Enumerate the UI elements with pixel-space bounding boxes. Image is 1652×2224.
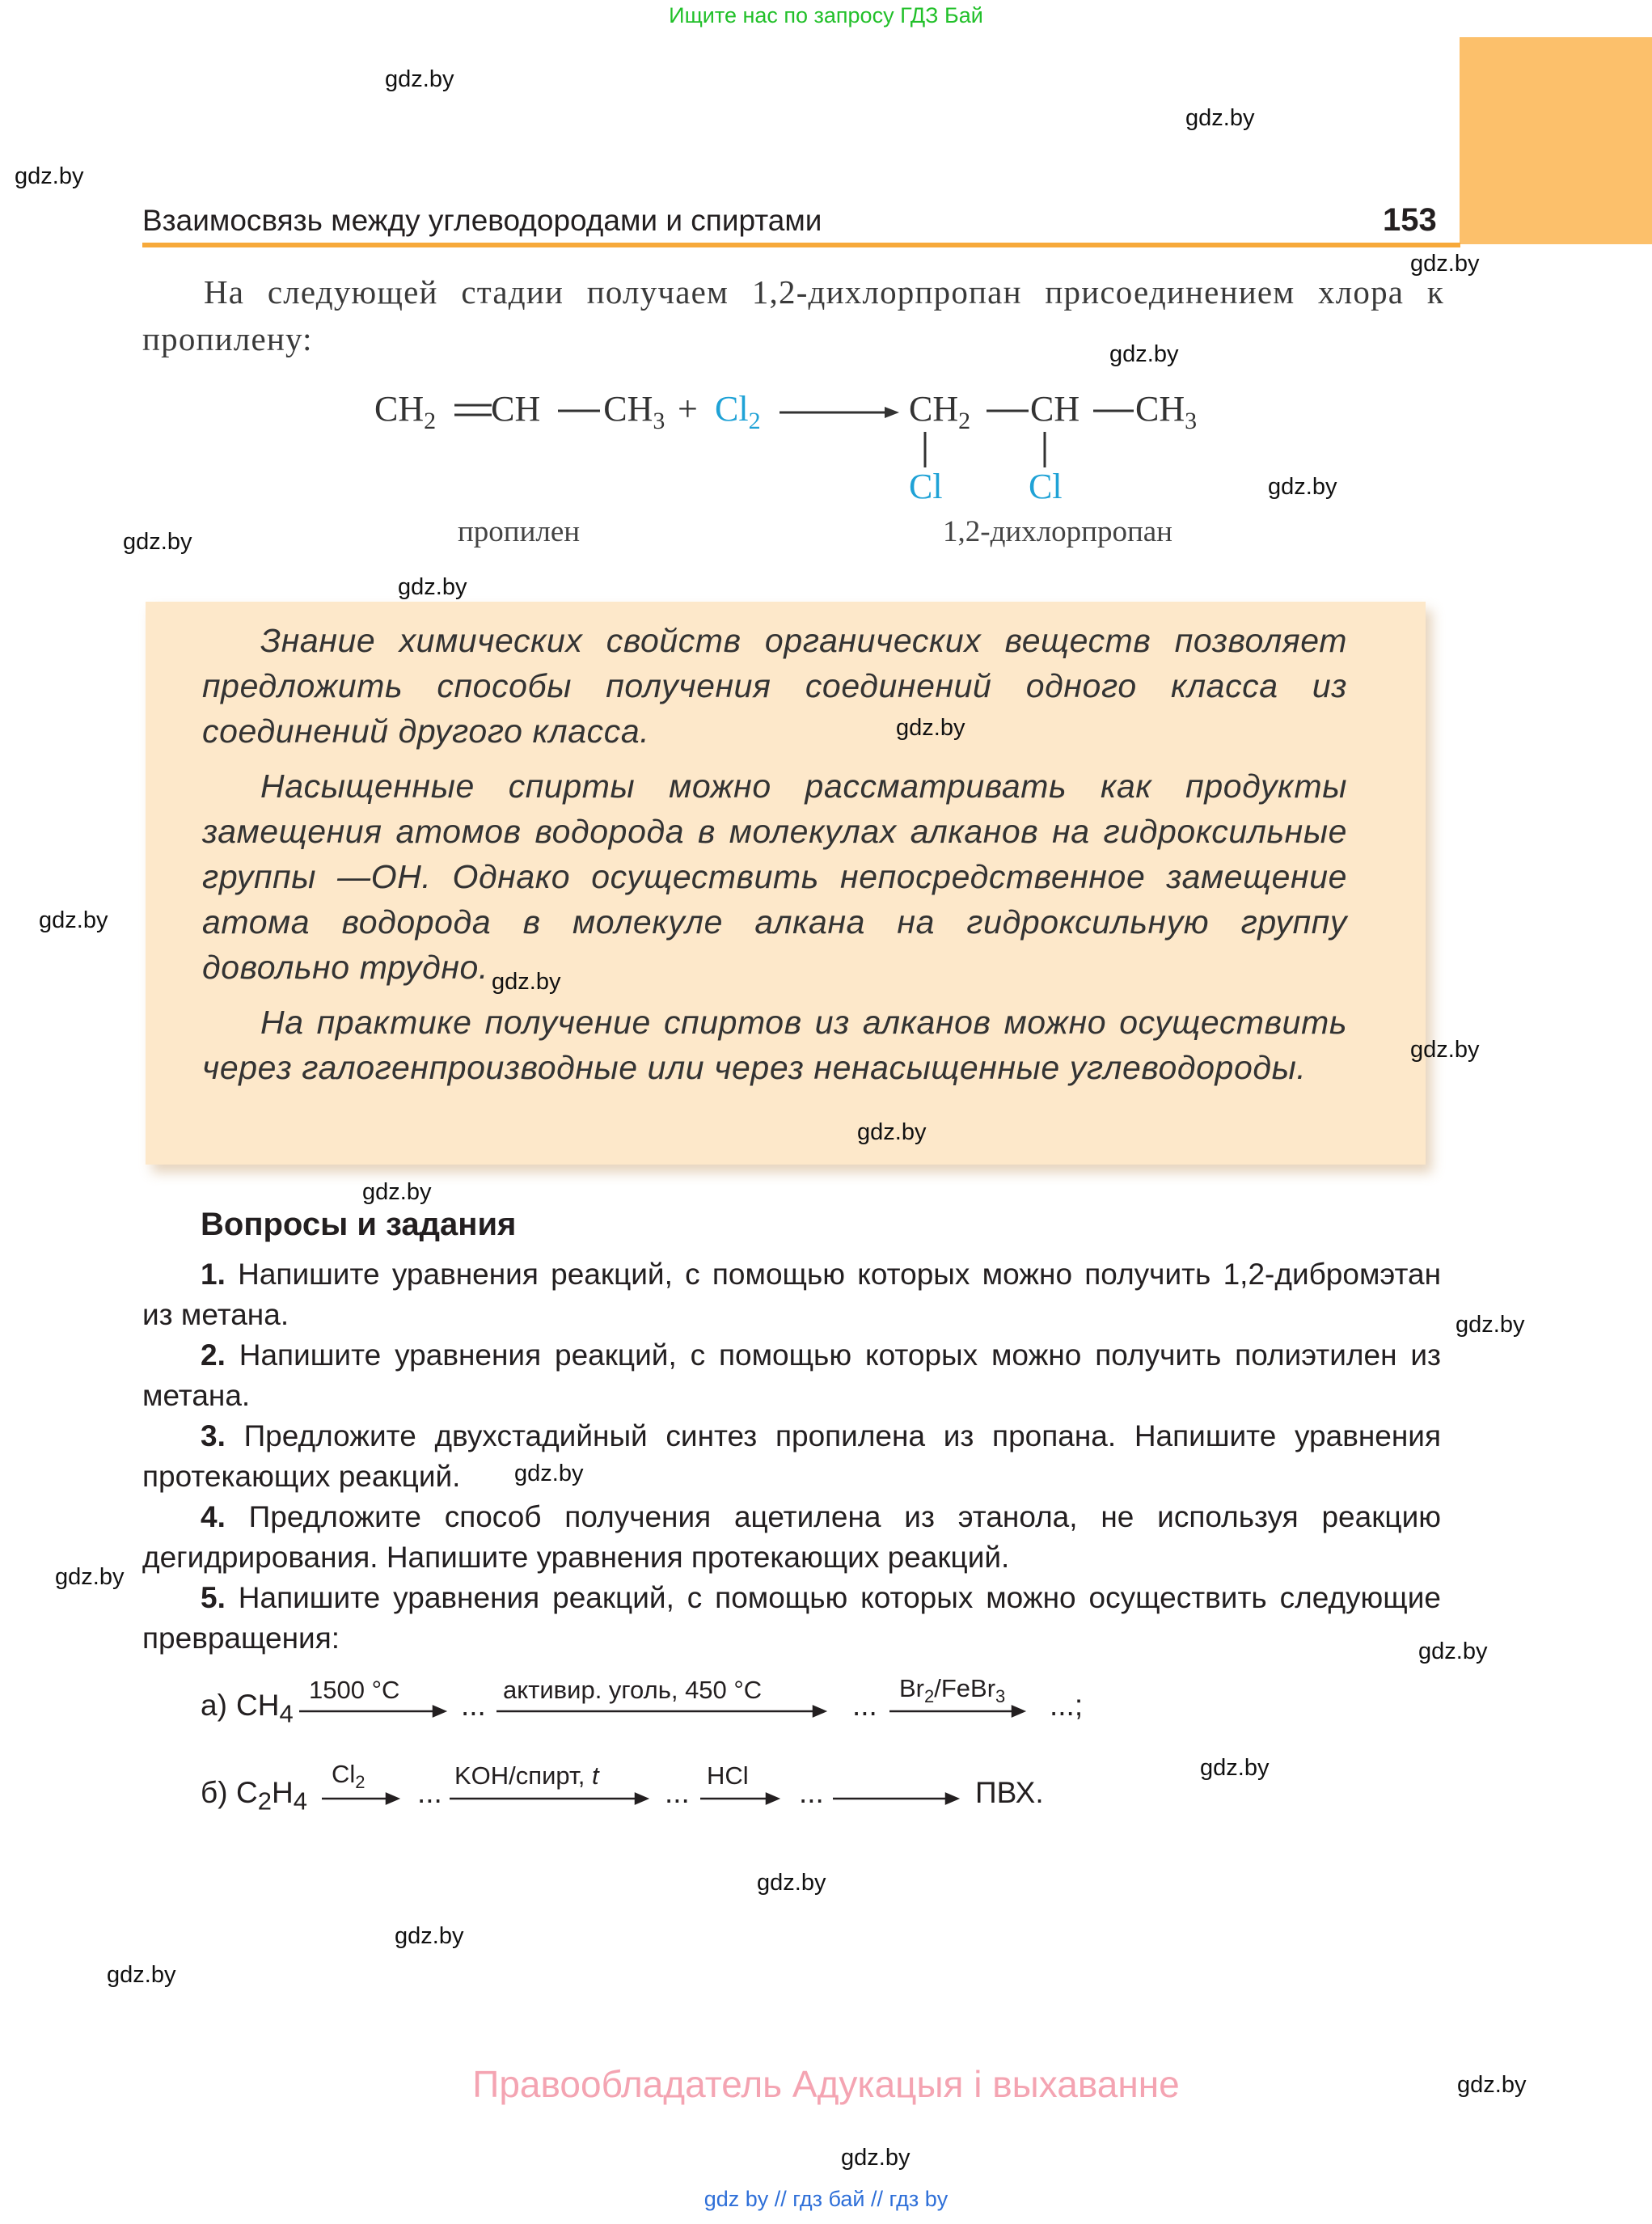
product-cl-2: Cl xyxy=(1029,467,1063,506)
watermark: gdz.by xyxy=(39,907,108,933)
reactant-formula: $CH_2$ CH $CH_3$ xyxy=(374,389,665,434)
watermark: gdz.by xyxy=(896,715,965,741)
scheme-a-arrowhead1 xyxy=(433,1706,445,1716)
label-propylene: пропилен xyxy=(458,515,581,548)
scheme-a-arrowhead2 xyxy=(813,1706,825,1716)
scheme-a-start: $CH_4$ xyxy=(236,1689,294,1728)
scheme-b-arrow2-label: KOH/спирт, t xyxy=(454,1761,599,1790)
top-banner-link[interactable]: Ищите нас по запросу ГДЗ Бай xyxy=(669,3,983,27)
watermark: gdz.by xyxy=(55,1564,125,1590)
watermark: gdz.by xyxy=(1109,341,1179,367)
intro-paragraph: На следующей стадии получаем 1,2-дихлорпропан присоединением хлора к пропилену: xyxy=(142,273,1444,357)
scheme-a-dots2: ... xyxy=(852,1689,877,1722)
watermark: gdz.by xyxy=(757,1870,826,1896)
watermark: gdz.by xyxy=(385,66,454,92)
scheme-b-dots1: ... xyxy=(417,1776,442,1809)
scheme-b-arrowhead4 xyxy=(946,1794,957,1803)
watermark: gdz.by xyxy=(1457,2072,1527,2098)
question-3: 3. Предложите двухстадийный синтез пропилена из пропана. Напишите уравнения протекающих реакций. xyxy=(142,1419,1442,1493)
scheme-b-label: б) xyxy=(201,1776,228,1809)
watermark: gdz.by xyxy=(1410,1037,1480,1063)
watermark: gdz.by xyxy=(492,969,561,995)
question-1: 1. Напишите уравнения реакций, с помощью которых можно получить 1,2-дибромэтан из метана. xyxy=(142,1258,1441,1331)
scheme-a-dots1: ... xyxy=(461,1689,486,1722)
note-paragraph-1: Знание химических свойств органических веществ позволяет предложить способы получения соединений одного класса из соединений другого класса. xyxy=(202,622,1347,750)
product-ch: CH xyxy=(1030,389,1080,429)
product-cl-1: Cl xyxy=(909,467,943,506)
scheme-b-arrow3-label: HCl xyxy=(707,1761,749,1790)
plus-sign: + xyxy=(678,389,698,429)
watermark: gdz.by xyxy=(841,2145,911,2171)
scheme-b-arrowhead3 xyxy=(767,1794,778,1803)
product-ch2: $CH_2$ xyxy=(909,389,971,434)
watermark: gdz.by xyxy=(1418,1638,1488,1664)
bottom-links[interactable]: gdz by // гдз бай // гдз by xyxy=(703,2187,949,2211)
watermark: gdz.by xyxy=(1456,1312,1525,1338)
question-4: 4. Предложите способ получения ацетилена из этанола, не используя реакцию дегидрирования. Напишите уравнения протекающих реакций. xyxy=(142,1500,1441,1574)
questions-title: Вопросы и задания xyxy=(201,1207,517,1242)
watermark: gdz.by xyxy=(123,529,192,555)
watermark: gdz.by xyxy=(395,1923,464,1949)
chlorine-reagent: $Cl_2$ xyxy=(715,389,761,434)
scheme-b-arrowhead1 xyxy=(387,1794,398,1803)
label-dichloropropane: 1,2-дихлорпропан xyxy=(943,515,1172,548)
watermark: gdz.by xyxy=(15,163,84,189)
scheme-a-label: а) xyxy=(201,1689,227,1722)
question-5: 5. Напишите уравнения реакций, с помощью которых можно осуществить следующие превращения: xyxy=(142,1581,1441,1655)
watermark: gdz.by xyxy=(1410,251,1480,277)
question-2: 2. Напишите уравнения реакций, с помощью которых можно получить полиэтилен из метана. xyxy=(142,1338,1442,1412)
scheme-a-end: ...; xyxy=(1050,1689,1084,1722)
note-paragraph-2: Насыщенные спирты можно рассматривать как продукты замещения атомов водорода в молекулах алканов на гидроксильные группы —OH. Однако осуществить непосредственное замещение атома водорода в молекуле алкана на гидроксильную группу довольно трудно. xyxy=(202,767,1347,986)
watermark: gdz.by xyxy=(362,1179,432,1205)
page-header-title: Взаимосвязь между углеводородами и спиртами xyxy=(142,204,822,237)
watermark: gdz.by xyxy=(1200,1755,1270,1781)
scheme-a-arrow2-label: активир. уголь, 450 °C xyxy=(503,1676,763,1704)
scheme-b-dots2: ... xyxy=(665,1776,690,1809)
watermark: gdz.by xyxy=(1268,474,1337,500)
scheme-b-arrowhead2 xyxy=(636,1794,647,1803)
scheme-a-arrowhead3 xyxy=(1012,1706,1024,1716)
watermark: gdz.by xyxy=(1185,105,1255,131)
watermark: gdz.by xyxy=(857,1119,927,1145)
scheme-b-end: ПВХ. xyxy=(975,1776,1044,1809)
watermark: gdz.by xyxy=(514,1461,584,1486)
scheme-a-arrow1-label: 1500 °C xyxy=(309,1676,400,1704)
product-ch3: $CH_3$ xyxy=(1135,389,1198,434)
note-paragraph-3: На практике получение спиртов из алканов можно осуществить через галогенпроизводные или через ненасыщенные углеводороды. xyxy=(202,1004,1347,1086)
scheme-a-arrow3-label: $Br_2/FeBr_3$ xyxy=(899,1674,1006,1707)
scheme-b-dots3: ... xyxy=(799,1776,824,1809)
scheme-b-arrow1-label: $Cl_2$ xyxy=(332,1760,365,1793)
watermark: gdz.by xyxy=(398,574,467,600)
copyright-footer: Правообладатель Адукацыя і выхаванне xyxy=(472,2063,1180,2105)
watermark: gdz.by xyxy=(107,1962,176,1988)
scheme-b-start: $C_2H_4$ xyxy=(236,1776,307,1816)
page-number: 153 xyxy=(1383,202,1437,238)
